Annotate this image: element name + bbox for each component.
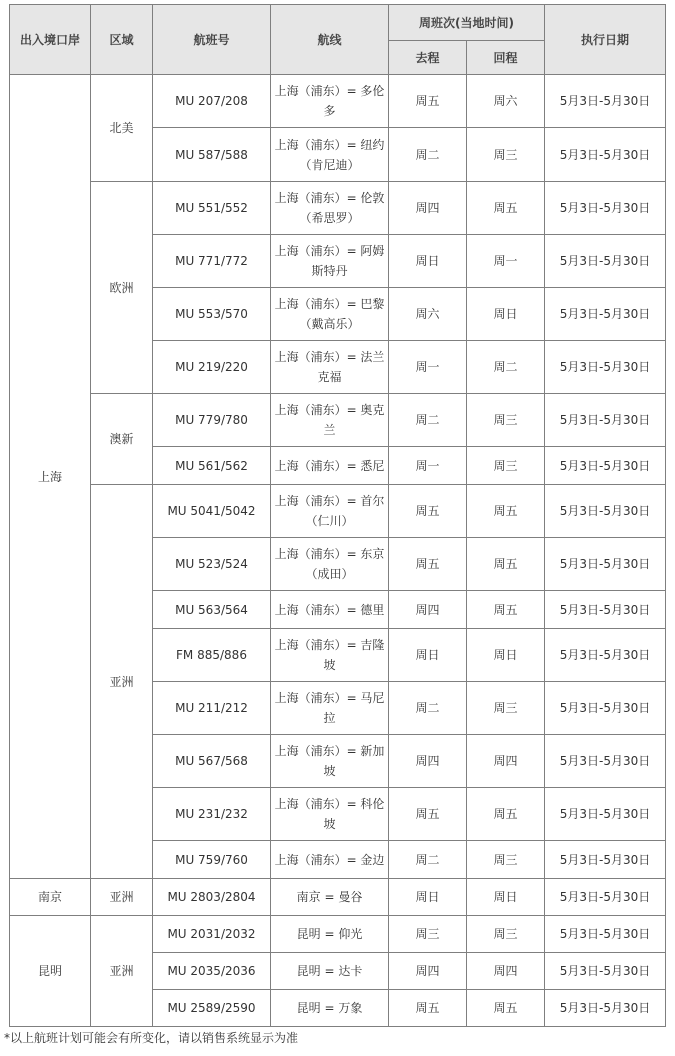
outbound-day: 周五 — [389, 485, 467, 538]
header-inbound: 回程 — [467, 41, 545, 75]
outbound-day: 周四 — [389, 591, 467, 629]
route: 上海（浦东）= 奥克兰 — [271, 394, 389, 447]
inbound-day: 周六 — [467, 75, 545, 128]
route: 上海（浦东）= 科伦坡 — [271, 788, 389, 841]
outbound-day: 周三 — [389, 916, 467, 953]
inbound-day: 周日 — [467, 629, 545, 682]
inbound-day: 周三 — [467, 128, 545, 182]
outbound-day: 周五 — [389, 538, 467, 591]
date-range: 5月3日-5月30日 — [545, 75, 666, 128]
header-flight: 航班号 — [153, 5, 271, 75]
region-cell-north-america: 北美 — [91, 75, 153, 182]
table-header — [10, 5, 666, 75]
date-range: 5月3日-5月30日 — [545, 394, 666, 447]
inbound-day: 周二 — [467, 341, 545, 394]
header-dates: 执行日期 — [545, 5, 666, 75]
outbound-day: 周五 — [389, 788, 467, 841]
outbound-day: 周五 — [389, 75, 467, 128]
flight-number: MU 563/564 — [153, 591, 271, 629]
region-cell-asia-shanghai: 亚洲 — [91, 485, 153, 879]
header-port: 出入境口岸 — [10, 5, 91, 75]
inbound-day: 周一 — [467, 235, 545, 288]
date-range: 5月3日-5月30日 — [545, 629, 666, 682]
route: 上海（浦东）= 伦敦（希思罗） — [271, 182, 389, 235]
date-range: 5月3日-5月30日 — [545, 447, 666, 485]
inbound-day: 周五 — [467, 788, 545, 841]
date-range: 5月3日-5月30日 — [545, 591, 666, 629]
inbound-day: 周三 — [467, 841, 545, 879]
route: 上海（浦东）= 阿姆斯特丹 — [271, 235, 389, 288]
route: 上海（浦东）= 悉尼 — [271, 447, 389, 485]
header-region: 区域 — [91, 5, 153, 75]
port-cell-kunming: 昆明 — [10, 916, 91, 1027]
flight-number: MU 553/570 — [153, 288, 271, 341]
flight-number: MU 5041/5042 — [153, 485, 271, 538]
flight-number: MU 2803/2804 — [153, 879, 271, 916]
outbound-day: 周五 — [389, 990, 467, 1027]
date-range: 5月3日-5月30日 — [545, 953, 666, 990]
outbound-day: 周二 — [389, 394, 467, 447]
inbound-day: 周日 — [467, 879, 545, 916]
table-body — [10, 75, 666, 1027]
flight-number: MU 2031/2032 — [153, 916, 271, 953]
port-cell-shanghai: 上海 — [10, 75, 91, 879]
date-range: 5月3日-5月30日 — [545, 128, 666, 182]
table-row — [10, 394, 666, 447]
outbound-day: 周四 — [389, 735, 467, 788]
flight-number: MU 771/772 — [153, 235, 271, 288]
date-range: 5月3日-5月30日 — [545, 485, 666, 538]
route: 昆明 = 达卡 — [271, 953, 389, 990]
date-range: 5月3日-5月30日 — [545, 538, 666, 591]
date-range: 5月3日-5月30日 — [545, 341, 666, 394]
route: 上海（浦东）= 吉隆坡 — [271, 629, 389, 682]
outbound-day: 周二 — [389, 841, 467, 879]
outbound-day: 周四 — [389, 182, 467, 235]
flight-number: MU 207/208 — [153, 75, 271, 128]
route: 上海（浦东）= 多伦多 — [271, 75, 389, 128]
route: 南京 = 曼谷 — [271, 879, 389, 916]
route: 上海（浦东）= 金边 — [271, 841, 389, 879]
flight-number: FM 885/886 — [153, 629, 271, 682]
outbound-day: 周日 — [389, 235, 467, 288]
date-range: 5月3日-5月30日 — [545, 788, 666, 841]
route: 上海（浦东）= 纽约（肯尼迪） — [271, 128, 389, 182]
date-range: 5月3日-5月30日 — [545, 990, 666, 1027]
inbound-day: 周五 — [467, 990, 545, 1027]
header-weekly: 周班次(当地时间) — [389, 5, 545, 41]
date-range: 5月3日-5月30日 — [545, 288, 666, 341]
inbound-day: 周三 — [467, 394, 545, 447]
port-cell-nanjing: 南京 — [10, 879, 91, 916]
table-row — [10, 879, 666, 916]
outbound-day: 周四 — [389, 953, 467, 990]
region-cell-asia-kunming: 亚洲 — [91, 916, 153, 1027]
inbound-day: 周四 — [467, 735, 545, 788]
flight-number: MU 587/588 — [153, 128, 271, 182]
inbound-day: 周五 — [467, 591, 545, 629]
inbound-day: 周三 — [467, 447, 545, 485]
date-range: 5月3日-5月30日 — [545, 841, 666, 879]
date-range: 5月3日-5月30日 — [545, 182, 666, 235]
date-range: 5月3日-5月30日 — [545, 735, 666, 788]
region-cell-asia-nanjing: 亚洲 — [91, 879, 153, 916]
disclaimer-note: *以上航班计划可能会有所变化，请以销售系统显示为准 — [4, 1031, 299, 1045]
flight-number: MU 551/552 — [153, 182, 271, 235]
inbound-day: 周三 — [467, 682, 545, 735]
flight-number: MU 2035/2036 — [153, 953, 271, 990]
outbound-day: 周二 — [389, 682, 467, 735]
outbound-day: 周日 — [389, 879, 467, 916]
flight-number: MU 211/212 — [153, 682, 271, 735]
flight-number: MU 759/760 — [153, 841, 271, 879]
inbound-day: 周五 — [467, 485, 545, 538]
flight-number: MU 779/780 — [153, 394, 271, 447]
route: 昆明 = 仰光 — [271, 916, 389, 953]
inbound-day: 周五 — [467, 182, 545, 235]
outbound-day: 周一 — [389, 341, 467, 394]
table-row — [10, 485, 666, 538]
date-range: 5月3日-5月30日 — [545, 682, 666, 735]
outbound-day: 周一 — [389, 447, 467, 485]
route: 上海（浦东）= 法兰克福 — [271, 341, 389, 394]
outbound-day: 周二 — [389, 128, 467, 182]
outbound-day: 周六 — [389, 288, 467, 341]
route: 昆明 = 万象 — [271, 990, 389, 1027]
table-row — [10, 75, 666, 128]
date-range: 5月3日-5月30日 — [545, 879, 666, 916]
inbound-day: 周四 — [467, 953, 545, 990]
inbound-day: 周三 — [467, 916, 545, 953]
flight-number: MU 567/568 — [153, 735, 271, 788]
date-range: 5月3日-5月30日 — [545, 916, 666, 953]
table-row — [10, 182, 666, 235]
flight-number: MU 2589/2590 — [153, 990, 271, 1027]
region-cell-oceania: 澳新 — [91, 394, 153, 485]
flight-number: MU 219/220 — [153, 341, 271, 394]
inbound-day: 周日 — [467, 288, 545, 341]
flight-number: MU 561/562 — [153, 447, 271, 485]
region-cell-europe: 欧洲 — [91, 182, 153, 394]
route: 上海（浦东）= 新加坡 — [271, 735, 389, 788]
route: 上海（浦东）= 东京（成田） — [271, 538, 389, 591]
table-row — [10, 916, 666, 953]
route: 上海（浦东）= 马尼拉 — [271, 682, 389, 735]
header-route: 航线 — [271, 5, 389, 75]
flight-schedule-table — [9, 4, 666, 1027]
flight-number: MU 523/524 — [153, 538, 271, 591]
route: 上海（浦东）= 巴黎（戴高乐） — [271, 288, 389, 341]
flight-number: MU 231/232 — [153, 788, 271, 841]
outbound-day: 周日 — [389, 629, 467, 682]
inbound-day: 周五 — [467, 538, 545, 591]
route: 上海（浦东）= 首尔（仁川） — [271, 485, 389, 538]
date-range: 5月3日-5月30日 — [545, 235, 666, 288]
header-outbound: 去程 — [389, 41, 467, 75]
route: 上海（浦东）= 德里 — [271, 591, 389, 629]
